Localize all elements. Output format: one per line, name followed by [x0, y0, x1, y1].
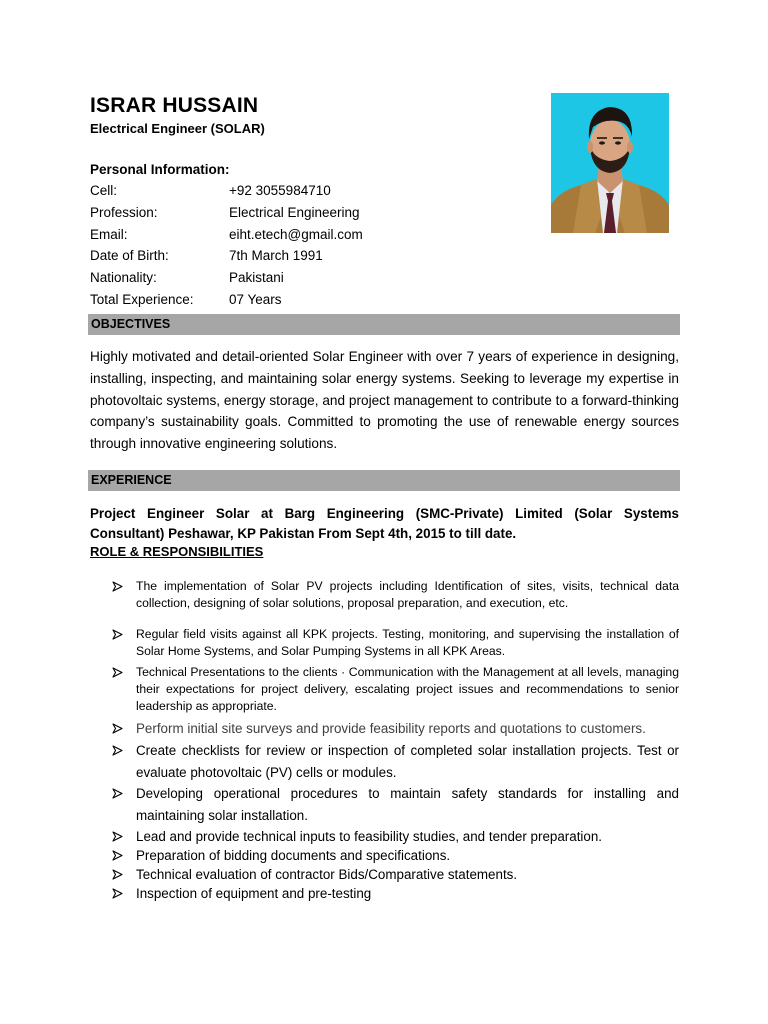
arrow-bullet-icon: [112, 883, 124, 904]
arrow-bullet-icon: [112, 664, 124, 683]
job-title: Project Engineer Solar at Barg Engineering (SMC-Private) Limited (Solar Systems Consultant) Peshawar, KP Pakistan From Sept 4th, 2015 to till date.: [90, 506, 679, 541]
responsibility-text: Inspection of equipment and pre-testing: [136, 886, 372, 901]
arrow-bullet-icon: [112, 626, 124, 645]
personal-info-label: Email:: [90, 227, 128, 242]
responsibility-text: Create checklists for review or inspection of completed solar installation projects. Test or evaluate photovoltaic (PV) cells or modules.: [136, 743, 679, 780]
arrow-bullet-icon: [112, 864, 124, 885]
arrow-bullet-icon: [112, 845, 124, 866]
arrow-bullet-icon: [112, 718, 124, 739]
objectives-section-header: OBJECTIVES: [88, 314, 680, 335]
personal-info-label: Date of Birth:: [90, 248, 169, 263]
personal-info-label: Cell:: [90, 183, 118, 198]
personal-info-value: Electrical Engineering: [229, 205, 360, 220]
objectives-text: Highly motivated and detail-oriented Solar Engineer with over 7 years of experience in designing, installing, inspecting, and maintaining solar energy systems. Seeking to leverage my expertise in photovoltaic systems, energy storage, and project management to contribute to a forward-thinking company’s sustainability goals. Committed to promoting the use of renewable energy sources through innovative engineering solutions.: [90, 349, 679, 452]
arrow-bullet-icon: [112, 740, 124, 761]
candidate-title: Electrical Engineer (SOLAR): [90, 121, 265, 136]
personal-info-label: Profession:: [90, 205, 158, 220]
personal-info-label: Total Experience:: [90, 292, 194, 307]
responsibility-text: Regular field visits against all KPK projects. Testing, monitoring, and supervising the installation of Solar Home Systems, and Solar Pumping Systems in all KPK Areas.: [136, 627, 679, 658]
arrow-bullet-icon: [112, 783, 124, 804]
responsibility-text: Technical evaluation of contractor Bids/Comparative statements.: [136, 867, 518, 882]
personal-info-value: Pakistani: [229, 270, 284, 285]
profile-photo: [551, 93, 669, 233]
arrow-bullet-icon: [112, 578, 124, 597]
responsibility-text: Technical Presentations to the clients · Communication with the Management at all levels, managing their expectations for project delivery, escalating project issues and recommendations to senior leadership as appropriate.: [136, 665, 679, 713]
personal-info-label: Nationality:: [90, 270, 157, 285]
responsibility-text: Perform initial site surveys and provide feasibility reports and quotations to customers.: [136, 721, 646, 736]
role-responsibilities-heading: ROLE & RESPONSIBILITIES: [90, 544, 264, 559]
arrow-bullet-icon: [112, 826, 124, 847]
personal-info-value: +92 3055984710: [229, 183, 331, 198]
personal-info-value: eiht.etech@gmail.com: [229, 227, 363, 242]
responsibility-text: Lead and provide technical inputs to feasibility studies, and tender preparation.: [136, 829, 602, 844]
responsibility-text: The implementation of Solar PV projects including Identification of sites, visits, technical data collection, designing of solar solutions, proposal preparation, and execution, etc.: [136, 579, 679, 610]
candidate-name: ISRAR HUSSAIN: [90, 94, 259, 117]
personal-info-heading: Personal Information:: [90, 162, 230, 177]
responsibility-text: Preparation of bidding documents and specifications.: [136, 848, 451, 863]
experience-section-header: EXPERIENCE: [88, 470, 680, 491]
personal-info-value: 07 Years: [229, 292, 282, 307]
responsibility-text: Developing operational procedures to maintain safety standards for installing and maintaining solar installation.: [136, 786, 679, 823]
personal-info-value: 7th March 1991: [229, 248, 323, 263]
